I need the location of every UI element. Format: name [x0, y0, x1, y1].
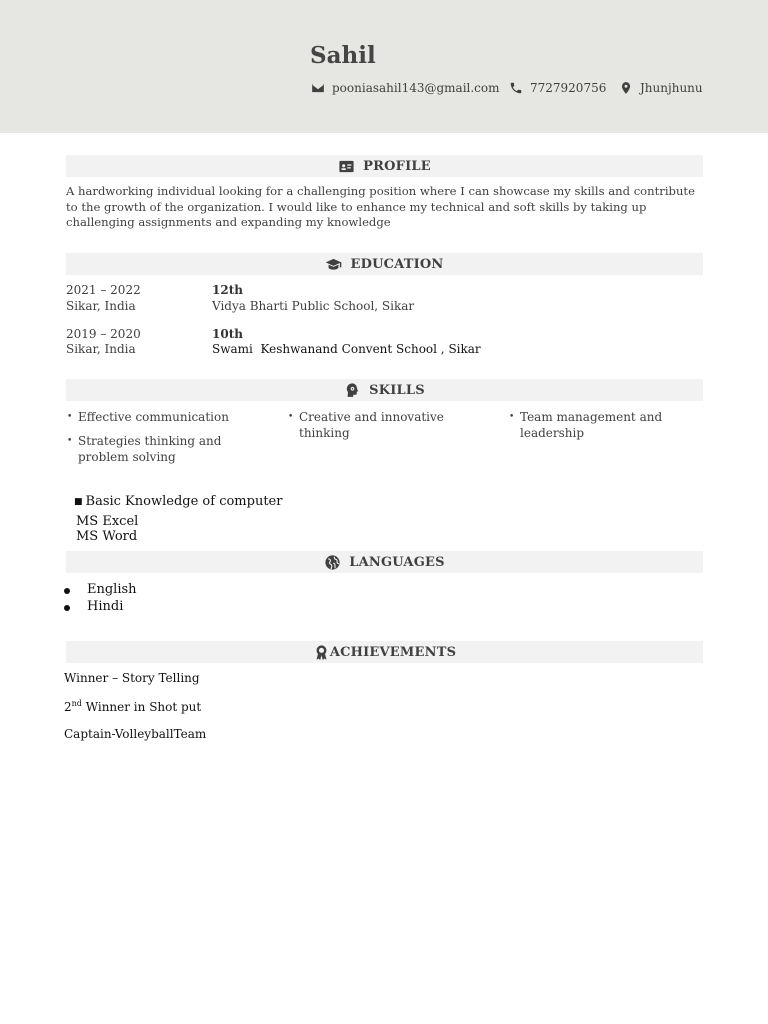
award-ribbon-icon: [313, 644, 330, 661]
head-gear-icon: [344, 382, 361, 399]
bullet-icon: ■: [74, 497, 83, 507]
skills-section-header: [66, 379, 703, 401]
edu-1-degree: 12th: [212, 283, 243, 297]
achievement-ordinal: nd: [71, 699, 82, 708]
bullet-icon: [64, 588, 70, 594]
email-text[interactable]: pooniasahil143@gmail.com: [332, 81, 500, 95]
edu-2-years: 2019 – 2020: [66, 327, 141, 341]
profile-summary: A hardworking individual looking for a challenging position where I can showcase my skills and contribute to the growth of the organization. I would like to enhance my technical and soft skills by taking up challenging assignments and expanding my knowledge: [66, 184, 695, 229]
graduation-cap-icon: [325, 256, 342, 273]
achievement-number: 2: [64, 700, 72, 714]
basic-item-word: MS Word: [76, 529, 138, 544]
edu-1-years: 2021 – 2022: [66, 283, 141, 297]
edu-1-school: Vidya Bharti Public School, Sikar: [212, 299, 415, 313]
bullet-icon: [64, 605, 70, 611]
edu-2-place: Sikar, India: [66, 342, 136, 356]
basic-computer-label: Basic Knowledge of computer: [85, 494, 283, 509]
language-name: English: [87, 582, 137, 597]
achievement-item: [64, 699, 201, 714]
languages-heading: LANGUAGES: [349, 554, 445, 570]
achievements-section-header: [66, 641, 703, 663]
profile-heading: PROFILE: [363, 158, 431, 174]
envelope-icon: [311, 81, 325, 95]
achievement-item: Winner – Story Telling: [64, 671, 200, 685]
candidate-name: Sahil: [310, 42, 376, 69]
phone-text[interactable]: 7727920756: [530, 81, 607, 95]
location-text: Jhunjhunu: [640, 81, 703, 95]
achievements-heading: ACHIEVEMENTS: [329, 644, 457, 660]
basic-item-excel: MS Excel: [76, 514, 139, 529]
contact-phone: [509, 81, 606, 95]
phone-icon: [509, 81, 523, 95]
edu-2-degree: 10th: [212, 327, 243, 341]
skill-item: • Team management and leadership: [508, 410, 690, 441]
edu-2-school: Swami Keshwanand Convent School , Sikar: [212, 342, 481, 356]
resume-header: [0, 0, 768, 133]
languages-section-header: [66, 551, 703, 573]
skill-item: • Effective communication: [66, 410, 268, 426]
map-pin-icon: [619, 81, 633, 95]
achievement-text: Winner in Shot put: [81, 700, 202, 714]
contact-email: [311, 81, 500, 95]
skill-item: • Strategies thinking and problem solving: [66, 434, 228, 465]
profile-section-header: [66, 155, 703, 177]
skill-item: • Creative and innovative thinking: [287, 410, 469, 441]
education-heading: EDUCATION: [350, 256, 444, 272]
contact-location: [619, 81, 703, 95]
language-name: Hindi: [87, 599, 124, 614]
id-card-icon: [338, 158, 355, 175]
edu-1-place: Sikar, India: [66, 299, 136, 313]
globe-icon: [324, 554, 341, 571]
skills-heading: SKILLS: [369, 382, 425, 398]
achievement-item: Captain-VolleyballTeam: [64, 727, 207, 741]
basic-computer-title: [74, 494, 282, 509]
education-section-header: [66, 253, 703, 275]
